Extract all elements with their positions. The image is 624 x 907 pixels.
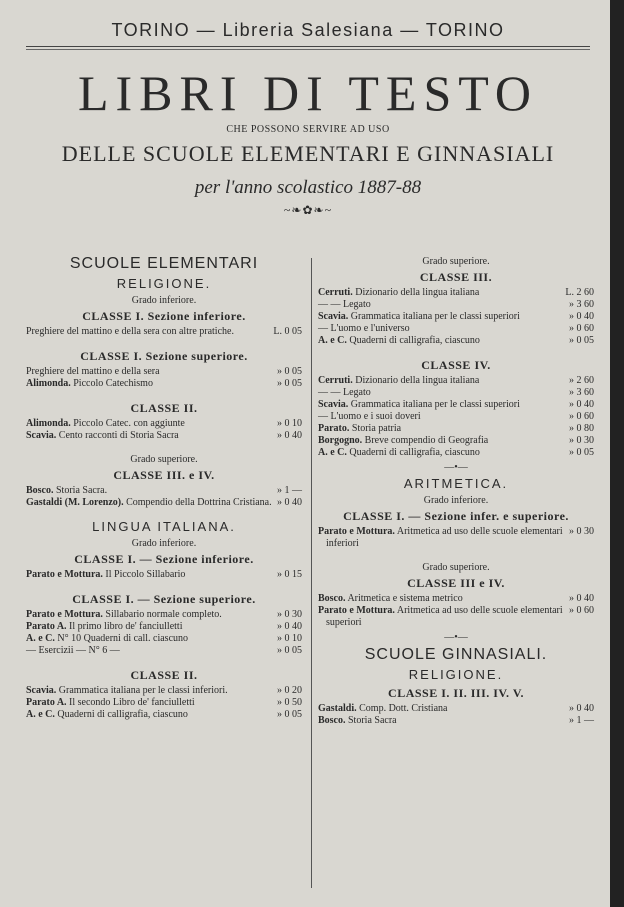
book-entry	[26, 418, 302, 430]
price: » 0 05	[277, 645, 302, 656]
book-title: — Esercizii — N° 6 —	[26, 645, 120, 656]
book-title: N° 10 Quaderni di call. ciascuno	[57, 633, 189, 644]
price: » 0 40	[569, 311, 594, 322]
class-heading: CLASSE I. Sezione superiore.	[80, 349, 248, 363]
author: Parato e Mottura.	[318, 605, 395, 616]
price: » 0 10	[277, 633, 302, 644]
book-entry	[318, 715, 594, 727]
price: » 0 30	[569, 526, 594, 537]
class-heading: CLASSE I. — Sezione infer. e superiore.	[343, 509, 569, 523]
author: Parato e Mottura.	[26, 609, 103, 620]
header-rule	[26, 46, 590, 47]
author: Scavia.	[26, 685, 57, 696]
class-heading: CLASSE I. Sezione inferiore.	[82, 309, 246, 323]
author: Cerruti.	[318, 375, 353, 386]
separator-icon: —•—	[444, 462, 468, 473]
book-entry	[318, 399, 594, 411]
book-entry	[318, 335, 594, 347]
book-entry	[318, 605, 594, 629]
class-heading: CLASSE II.	[130, 668, 198, 682]
book-title: Piccolo Catec. con aggiunte	[73, 418, 185, 429]
book-entry	[318, 526, 594, 550]
book-entry	[26, 685, 302, 697]
price: » 0 40	[277, 621, 302, 632]
price: » 0 80	[569, 423, 594, 434]
author: Scavia.	[26, 430, 57, 441]
price: » 2 60	[569, 375, 594, 386]
book-title: — — Legato	[318, 387, 371, 398]
separator-icon: —•—	[444, 632, 468, 643]
book-title: Il primo libro de' fanciulletti	[69, 621, 183, 632]
author: A. e C.	[26, 633, 55, 644]
book-entry	[26, 366, 302, 378]
page-title-year: per l'anno scolastico 1887-88	[194, 177, 422, 198]
price: » 0 30	[569, 435, 594, 446]
author: Parato A.	[26, 621, 67, 632]
author: Parato A.	[26, 697, 67, 708]
book-entry	[26, 497, 302, 509]
book-title: Aritmetica e sistema metrico	[347, 593, 463, 604]
book-entry	[26, 485, 302, 497]
author: Scavia.	[318, 311, 349, 322]
author: Gastaldi.	[318, 703, 357, 714]
grade-label: Grado inferiore.	[131, 295, 197, 306]
author: Bosco.	[26, 485, 54, 496]
price: » 0 05	[277, 378, 302, 389]
section-title: SCUOLE GINNASIALI.	[364, 646, 548, 663]
price: » 0 40	[569, 703, 594, 714]
book-title: Preghiere del mattino e della sera	[26, 366, 160, 377]
class-heading: CLASSE III e IV.	[407, 576, 505, 590]
book-entry	[26, 709, 302, 721]
price: » 1 —	[569, 715, 594, 726]
price: L. 2 60	[565, 287, 594, 298]
section-title: SCUOLE ELEMENTARI	[69, 255, 259, 272]
price: » 0 20	[277, 685, 302, 696]
book-title: Storia patria	[351, 423, 402, 434]
book-entry	[318, 423, 594, 435]
price: » 0 60	[569, 323, 594, 334]
price: » 0 60	[569, 411, 594, 422]
column-divider	[311, 258, 312, 888]
subject-title: RELIGIONE.	[408, 667, 504, 682]
book-title: — L'uomo e l'universo	[318, 323, 410, 334]
grade-label: Grado superiore.	[422, 562, 490, 573]
book-entry	[318, 703, 594, 715]
price: » 3 60	[569, 387, 594, 398]
book-entry	[318, 311, 594, 323]
book-title: — L'uomo e i suoi doveri	[318, 411, 421, 422]
author: Alimonda.	[26, 418, 71, 429]
book-entry	[26, 378, 302, 390]
author: Parato e Mottura.	[318, 526, 395, 537]
book-title: Dizionario della lingua italiana	[355, 375, 480, 386]
class-heading: CLASSE I. — Sezione superiore.	[72, 592, 256, 606]
book-entry	[318, 299, 594, 311]
price: » 0 15	[277, 569, 302, 580]
ornament-icon: ~❧✿❧~	[283, 203, 333, 217]
price: L. 0 05	[273, 326, 302, 337]
book-title: Grammatica italiana per le classi inferiori.	[58, 685, 228, 696]
author: Bosco.	[318, 593, 346, 604]
book-entry	[26, 569, 302, 581]
author: Cerruti.	[318, 287, 353, 298]
price: » 0 05	[277, 366, 302, 377]
author: Parato e Mottura.	[26, 569, 103, 580]
book-title: Quaderni di calligrafia, ciascuno	[57, 709, 188, 720]
grade-label: Grado inferiore.	[423, 495, 489, 506]
subject-title: LINGUA ITALIANA.	[92, 519, 236, 534]
author: Gastaldi (M. Lorenzo).	[26, 497, 124, 508]
author: Alimonda.	[26, 378, 71, 389]
class-heading: CLASSE II.	[130, 401, 198, 415]
columns	[26, 252, 596, 892]
price: » 1 —	[277, 485, 302, 496]
book-title: Comp. Dott. Cristiana	[359, 703, 448, 714]
left-column	[26, 252, 302, 721]
book-entry	[26, 621, 302, 633]
book-entry	[318, 411, 594, 423]
class-heading: CLASSE III. e IV.	[113, 468, 215, 482]
author: Bosco.	[318, 715, 346, 726]
price: » 0 60	[569, 605, 594, 616]
header-topline: TORINO — Libreria Salesiana — TORINO	[111, 20, 505, 40]
price: » 0 40	[569, 593, 594, 604]
grade-label: Grado superiore.	[130, 454, 198, 465]
book-entry	[26, 645, 302, 657]
price: » 0 05	[569, 335, 594, 346]
book-entry	[318, 593, 594, 605]
book-entry	[318, 387, 594, 399]
book-title: Storia Sacra.	[56, 485, 108, 496]
book-entry	[26, 697, 302, 709]
book-title: Sillabario normale completo.	[105, 609, 222, 620]
book-title: Breve compendio di Geografia	[364, 435, 489, 446]
author: A. e C.	[26, 709, 55, 720]
book-entry	[318, 375, 594, 387]
page-edge	[610, 0, 624, 907]
book-title: — — Legato	[318, 299, 371, 310]
book-entry	[318, 323, 594, 335]
book-title: Grammatica italiana per le classi superiori	[350, 399, 520, 410]
book-entry	[26, 609, 302, 621]
price: » 0 30	[277, 609, 302, 620]
class-heading: CLASSE I. — Sezione inferiore.	[74, 552, 254, 566]
right-column	[318, 252, 594, 727]
author: Parato.	[318, 423, 350, 434]
book-entry	[318, 435, 594, 447]
price: » 0 40	[569, 399, 594, 410]
book-title: Preghiere del mattino e della sera con altre pratiche.	[26, 326, 234, 337]
subject-title: ARITMETICA.	[403, 476, 509, 491]
header-rule-thin	[26, 49, 590, 50]
price: » 0 05	[277, 709, 302, 720]
book-title: Storia Sacra	[348, 715, 397, 726]
price: » 0 05	[569, 447, 594, 458]
book-title: Grammatica italiana per le classi superiori	[350, 311, 520, 322]
price: » 0 50	[277, 697, 302, 708]
price: » 0 10	[277, 418, 302, 429]
author: Scavia.	[318, 399, 349, 410]
page-title: LIBRI DI TESTO	[77, 65, 539, 121]
book-entry	[26, 633, 302, 645]
book-title: Piccolo Catechismo	[73, 378, 153, 389]
subject-title: RELIGIONE.	[116, 276, 212, 291]
book-title: Dizionario della lingua italiana	[355, 287, 480, 298]
book-entry	[318, 287, 594, 299]
book-title: Quaderni di calligrafia, ciascuno	[349, 335, 480, 346]
book-entry	[26, 430, 302, 442]
page-title-secondary: DELLE SCUOLE ELEMENTARI E GINNASIALI	[61, 141, 555, 166]
price: » 0 40	[277, 497, 302, 508]
book-title: Compendio della Dottrina Cristiana.	[126, 497, 272, 508]
price: » 0 40	[277, 430, 302, 441]
book-entry	[26, 326, 302, 338]
class-heading: CLASSE IV.	[421, 358, 491, 372]
class-heading: CLASSE III.	[419, 270, 493, 284]
class-heading: CLASSE I. II. III. IV. V.	[388, 686, 524, 700]
author: A. e C.	[318, 447, 347, 458]
price: » 3 60	[569, 299, 594, 310]
book-title: Cento racconti di Storia Sacra	[58, 430, 179, 441]
book-entry	[318, 447, 594, 459]
book-title: Aritmetica ad uso delle scuole elementari superiori	[326, 605, 563, 628]
book-title: Il secondo Libro de' fanciulletti	[69, 697, 195, 708]
book-title: Il Piccolo Sillabario	[105, 569, 186, 580]
book-title: Quaderni di calligrafia, ciascuno	[349, 447, 480, 458]
book-title: Aritmetica ad uso delle scuole elementari inferiori	[326, 526, 563, 549]
grade-label: Grado inferiore.	[131, 538, 197, 549]
grade-label: Grado superiore.	[422, 256, 490, 267]
author: A. e C.	[318, 335, 347, 346]
author: Borgogno.	[318, 435, 363, 446]
page-subtitle: CHE POSSONO SERVIRE AD USO	[226, 124, 390, 135]
